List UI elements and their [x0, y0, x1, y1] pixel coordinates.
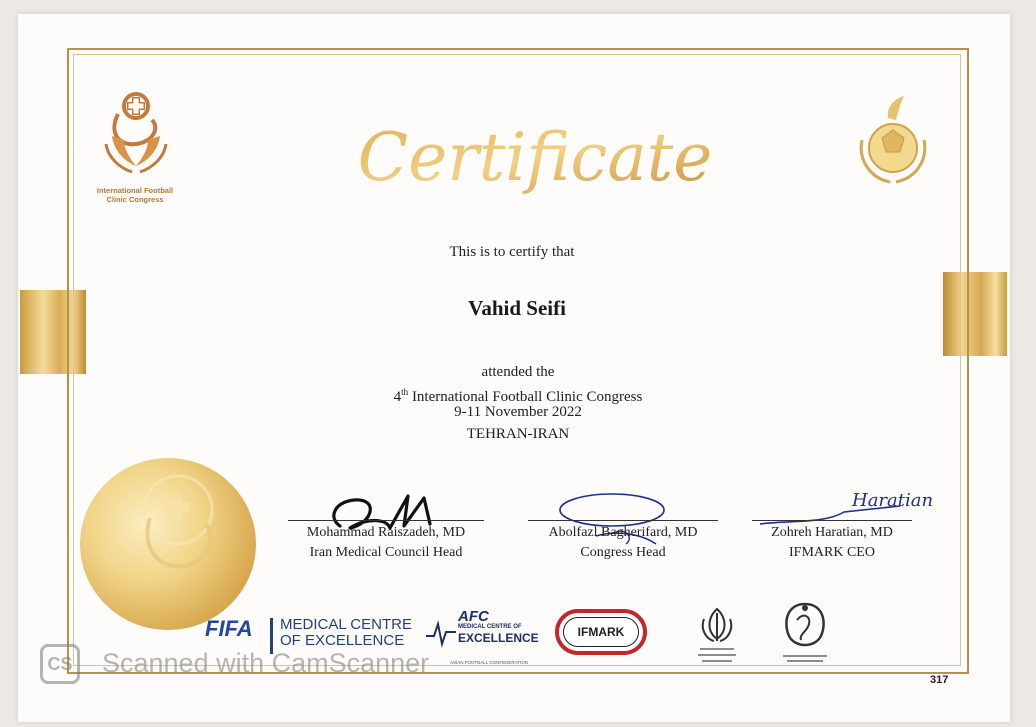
fifa-mc-text [280, 617, 412, 649]
page-number: 317 [930, 674, 949, 686]
title-text: Certificate [357, 119, 713, 196]
afc-excellence: EXCELLENCE [458, 631, 539, 645]
afc-confederation: ASIAN FOOTBALL CONFEDERATION [450, 660, 529, 665]
signature-line [288, 520, 484, 521]
certify-text: This is to certify that [449, 244, 575, 260]
afc-small-text: MEDICAL CENTRE OF [458, 624, 522, 630]
fifa-logo: FIFA [205, 616, 253, 641]
certificate-title [357, 78, 720, 228]
ifmark-logo [555, 609, 647, 655]
laurel-ball-icon [852, 90, 934, 190]
signatory-2 [528, 520, 718, 563]
fifa-mc-line2: OF EXCELLENCE [280, 632, 405, 649]
signatory-name: Mohammad Raiszadeh, MD [306, 525, 466, 540]
iran-emblem-icon [694, 605, 740, 665]
signature-line [752, 520, 912, 521]
ministry-emblem-icon [775, 598, 835, 664]
signatory-role: Congress Head [580, 545, 666, 560]
event-congress-name: International Football Clinic Congress [411, 389, 643, 405]
signatory-name: Zohreh Haratian, MD [771, 525, 893, 540]
left-logo-caption: International Football Clinic Congress [96, 186, 174, 204]
signature-haratian-text: Haratian [852, 490, 934, 511]
recipient-name: Vahid Seifi [468, 296, 566, 320]
camscanner-icon: CS [40, 644, 80, 684]
camscanner-text: Scanned with CamScanner [102, 648, 430, 678]
ifmark-text: IFMARK [563, 617, 639, 647]
gold-seal-icon [80, 458, 256, 630]
afc-logo [458, 608, 539, 645]
signatory-3 [752, 520, 912, 563]
event-ordinal-suffix: th [401, 387, 409, 397]
event-dates: 9-11 November 2022 [454, 404, 582, 420]
signatory-name: Abolfazl Bagherifard, MD [548, 525, 698, 540]
signatory-1 [288, 520, 484, 563]
signatory-role: Iran Medical Council Head [309, 545, 463, 560]
event-location: TEHRAN-IRAN [466, 426, 570, 442]
signatory-role: IFMARK CEO [789, 545, 875, 560]
signature-line [528, 520, 718, 521]
afc-word: AFC [458, 608, 489, 625]
event-line-attended: attended the [481, 364, 555, 380]
event-ordinal-number: 4 [393, 389, 402, 405]
fifa-mc-line1: MEDICAL CENTRE [280, 616, 412, 633]
